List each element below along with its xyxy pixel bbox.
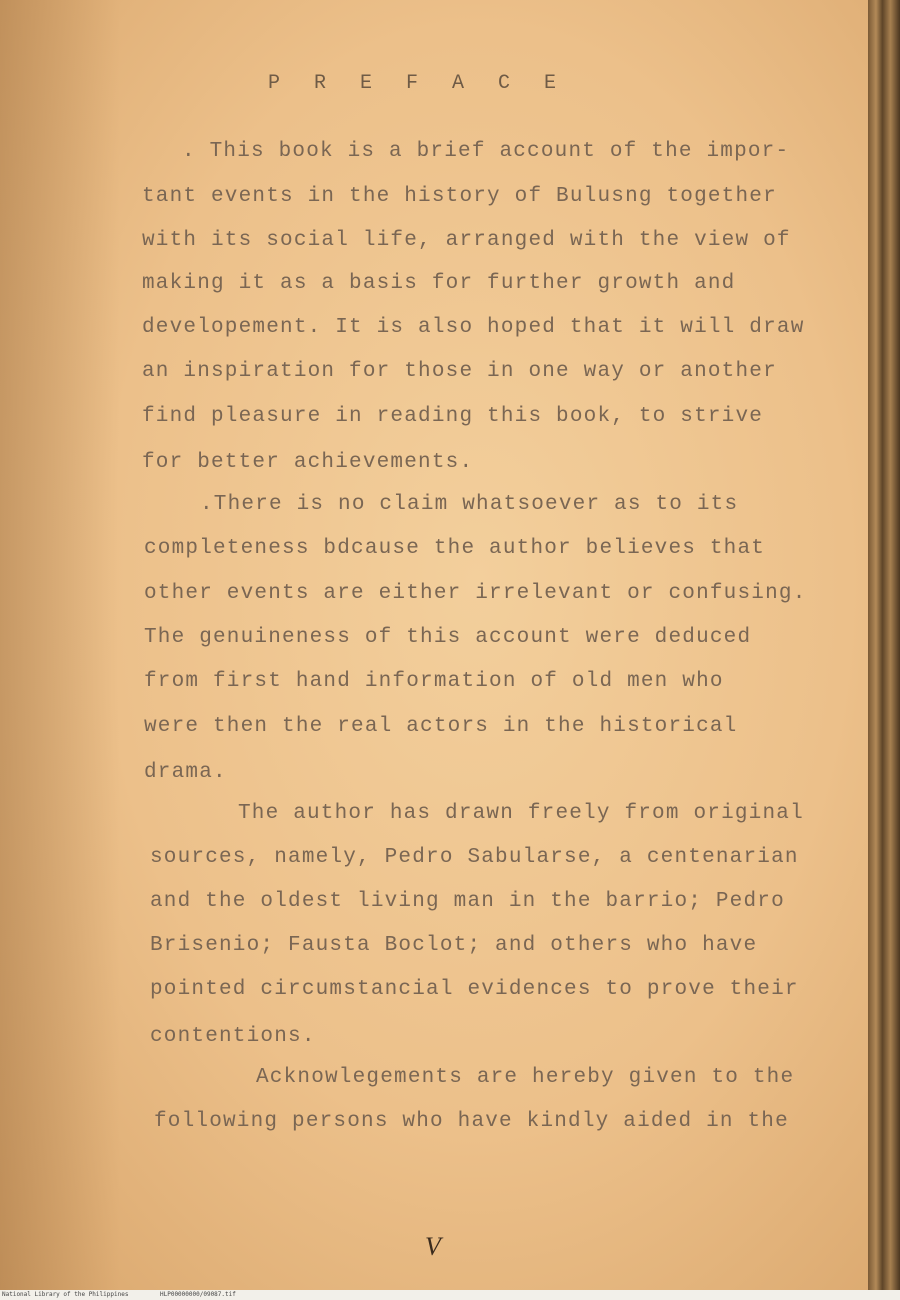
footer-file: HLP00000000/09087.tif <box>160 1291 236 1298</box>
text-line: . This book is a brief account of the impor- <box>182 140 790 163</box>
text-line: completeness bdcause the author believes that <box>144 537 766 560</box>
text-line: The author has drawn freely from original <box>238 802 804 825</box>
text-line: an inspiration for those in one way or another <box>142 360 777 383</box>
text-line: The genuineness of this account were deduced <box>144 626 752 649</box>
text-line: from first hand information of old men who <box>144 670 724 693</box>
scan-footer <box>0 1290 900 1300</box>
page-title: P R E F A C E <box>268 72 568 95</box>
text-line: find pleasure in reading this book, to strive <box>142 405 764 428</box>
text-line: with its social life, arranged with the view of <box>142 229 791 252</box>
text-line: sources, namely, Pedro Sabularse, a centenarian <box>150 846 799 869</box>
bleed-through-text <box>440 92 451 112</box>
text-line: .There is no claim whatsoever as to its <box>200 493 739 516</box>
text-line: following persons who have kindly aided in the <box>154 1110 789 1133</box>
text-line: developement. It is also hoped that it will draw <box>142 316 805 339</box>
text-line: pointed circumstancial evidences to prove their <box>150 978 799 1001</box>
text-line: Acknowlegements are hereby given to the <box>256 1066 795 1089</box>
text-line: making it as a basis for further growth and <box>142 272 736 295</box>
text-line: tant events in the history of Bulusng together <box>142 185 777 208</box>
text-line: and the oldest living man in the barrio; Pedro <box>150 890 785 913</box>
text-line: for better achievements. <box>142 451 474 474</box>
text-line: Brisenio; Fausta Boclot; and others who have <box>150 934 758 957</box>
text-line: contentions. <box>150 1025 316 1048</box>
text-line: drama. <box>144 761 227 784</box>
page-number: V <box>425 1232 441 1261</box>
book-binding-edge <box>868 0 900 1300</box>
footer-library: National Library of the Philippines <box>2 1291 129 1298</box>
text-line: were then the real actors in the historical <box>144 715 738 738</box>
text-line: other events are either irrelevant or confusing. <box>144 582 807 605</box>
